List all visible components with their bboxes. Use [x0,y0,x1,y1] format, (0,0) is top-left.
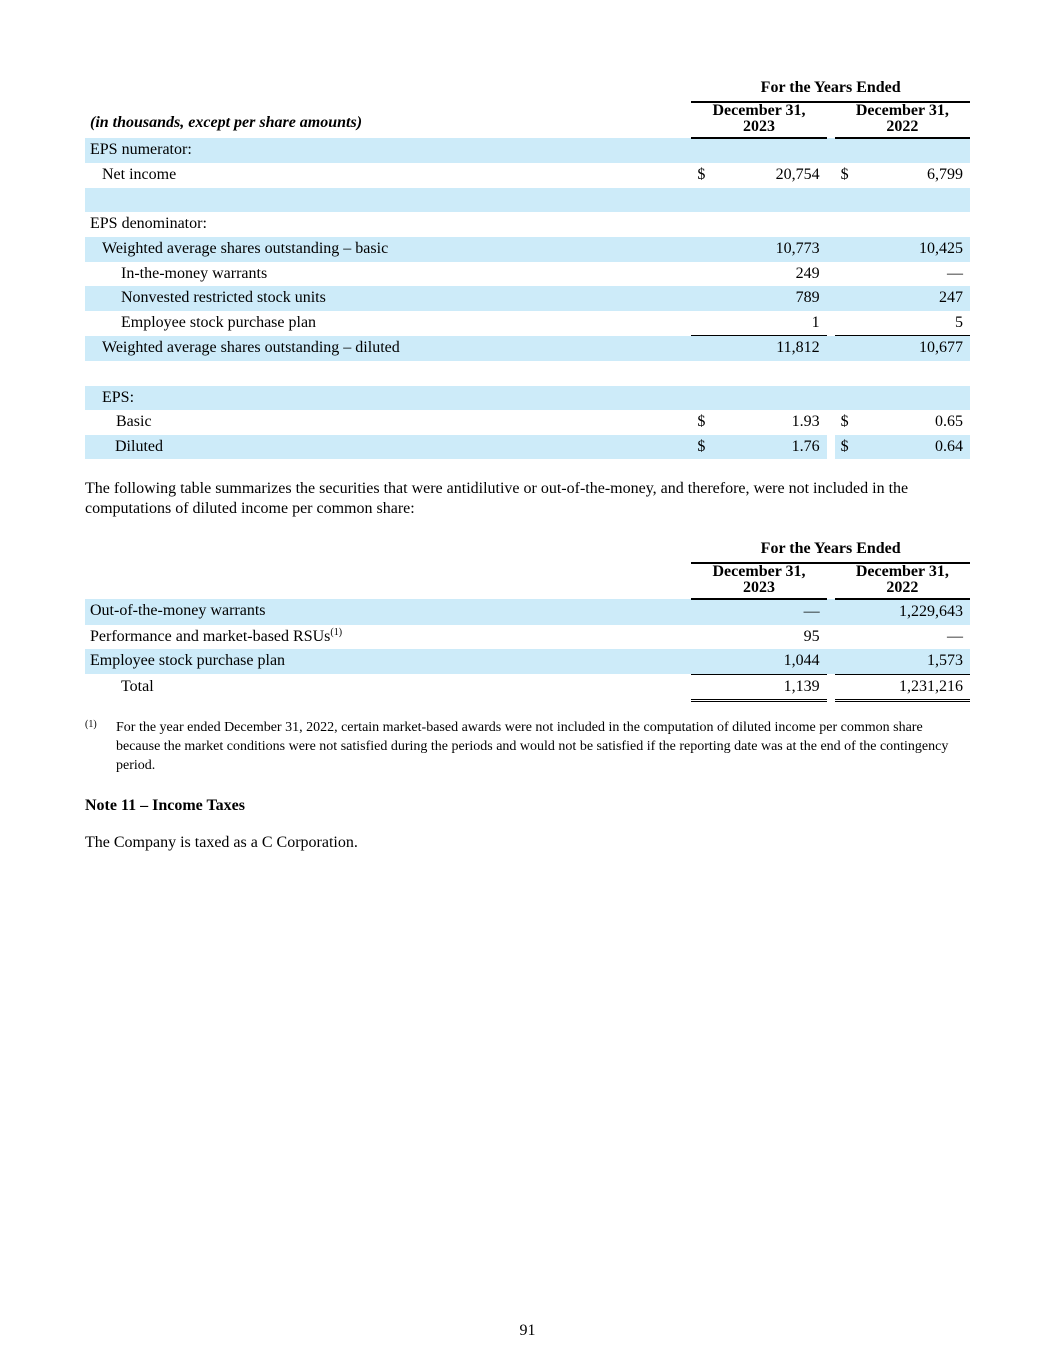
diluted-shares-2022: 10,677 [857,336,970,361]
basic-shares-2022: 10,425 [857,237,970,262]
currency-symbol: $ [697,166,706,184]
table-row [85,237,970,262]
eps-col-header-2023: December 31, 2023 [691,102,826,138]
footnote [85,718,970,775]
footnote-ref: (1) [330,626,343,638]
espp-label: Employee stock purchase plan [121,314,317,331]
eps-table [85,76,970,459]
currency-symbol: $ [840,166,849,184]
footnote-mark: (1) [85,719,97,731]
denominator-label: EPS denominator: [90,215,207,233]
page-content [85,76,970,853]
eps-basic-2023: 1.93 [791,413,820,431]
eps-table-caption: (in thousands, except per share amounts) [90,114,363,131]
numerator-label: EPS numerator: [85,138,691,164]
eps-basic-2022: 0.65 [935,413,963,431]
anti-warrants-label: Out-of-the-money warrants [85,599,691,625]
anti-warrants-2022: 1,229,643 [857,599,970,625]
anti-warrants-2023: — [713,599,826,625]
currency-symbol: $ [691,435,713,460]
anti-header-span: For the Years Ended [691,537,970,563]
table-row [85,435,970,460]
anti-rsus-2023: 95 [803,627,820,645]
eps-label: EPS: [85,386,691,411]
table-row [85,286,970,311]
basic-shares-label: Weighted average shares outstanding – basic [85,237,691,262]
espp-2023: 1 [713,311,826,336]
table-row [85,163,970,188]
eps-basic-label: Basic [116,413,152,431]
net-income-2023: 20,754 [775,166,820,184]
rsu-2023: 789 [713,286,826,311]
table-row [85,311,970,336]
rsu-2022: 247 [857,286,970,311]
table-row [85,649,970,674]
table-row [85,386,970,411]
warrants-2022: — [947,264,963,282]
antidilutive-table [85,537,970,702]
warrants-label: In-the-money warrants [121,264,268,282]
page-number: 91 [519,1322,536,1339]
rsu-label: Nonvested restricted stock units [85,286,691,311]
eps-diluted-2023: 1.76 [713,435,826,460]
eps-diluted-2022: 0.64 [857,435,970,460]
footnote-text: For the year ended December 31, 2022, certain market-based awards were not included in the computation of diluted income per common share because the market conditions were not satisfied during the periods and would not be satisfied if the reporting date was at the end of the contingency period. [116,720,949,774]
net-income-label: Net income [102,166,177,184]
eps-header-span: For the Years Ended [691,76,970,102]
net-income-2022: 6,799 [927,166,963,184]
warrants-2023: 249 [795,264,820,282]
basic-shares-2023: 10,773 [713,237,826,262]
anti-espp-label: Employee stock purchase plan [85,649,691,674]
currency-symbol: $ [840,413,849,431]
table-row [85,212,970,237]
anti-total-2022: 1,231,216 [857,674,970,701]
anti-total-label: Total [121,678,154,696]
table-row [85,674,970,701]
table-row [85,625,970,650]
note-heading: Note 11 – Income Taxes [85,797,245,815]
anti-col-header-2023: December 31, 2023 [691,563,826,599]
note-text: The Company is taxed as a C Corporation. [85,834,358,852]
currency-symbol: $ [835,435,857,460]
anti-rsus-label: Performance and market-based RSUs$^{(1)}$ [90,626,343,645]
antidilutive-paragraph: The following table summarizes the securities that were antidilutive or out-of-the-money, and therefore, were not included in the computations of diluted income per common share: [85,480,909,518]
currency-symbol: $ [697,413,706,431]
eps-col-header-2022: December 31, 2022 [835,102,970,138]
table-row [85,138,970,164]
anti-rsus-2022: — [947,627,963,645]
anti-espp-2022: 1,573 [857,649,970,674]
table-row [85,410,970,435]
anti-espp-2023: 1,044 [713,649,826,674]
table-row [85,262,970,287]
eps-diluted-label: Diluted [85,435,691,460]
espp-2022: 5 [857,311,970,336]
diluted-shares-2023: 11,812 [713,336,826,361]
diluted-shares-label: Weighted average shares outstanding – diluted [85,336,691,361]
table-row [85,599,970,625]
anti-total-2023: 1,139 [713,674,826,701]
table-row [85,336,970,361]
anti-col-header-2022: December 31, 2022 [835,563,970,599]
